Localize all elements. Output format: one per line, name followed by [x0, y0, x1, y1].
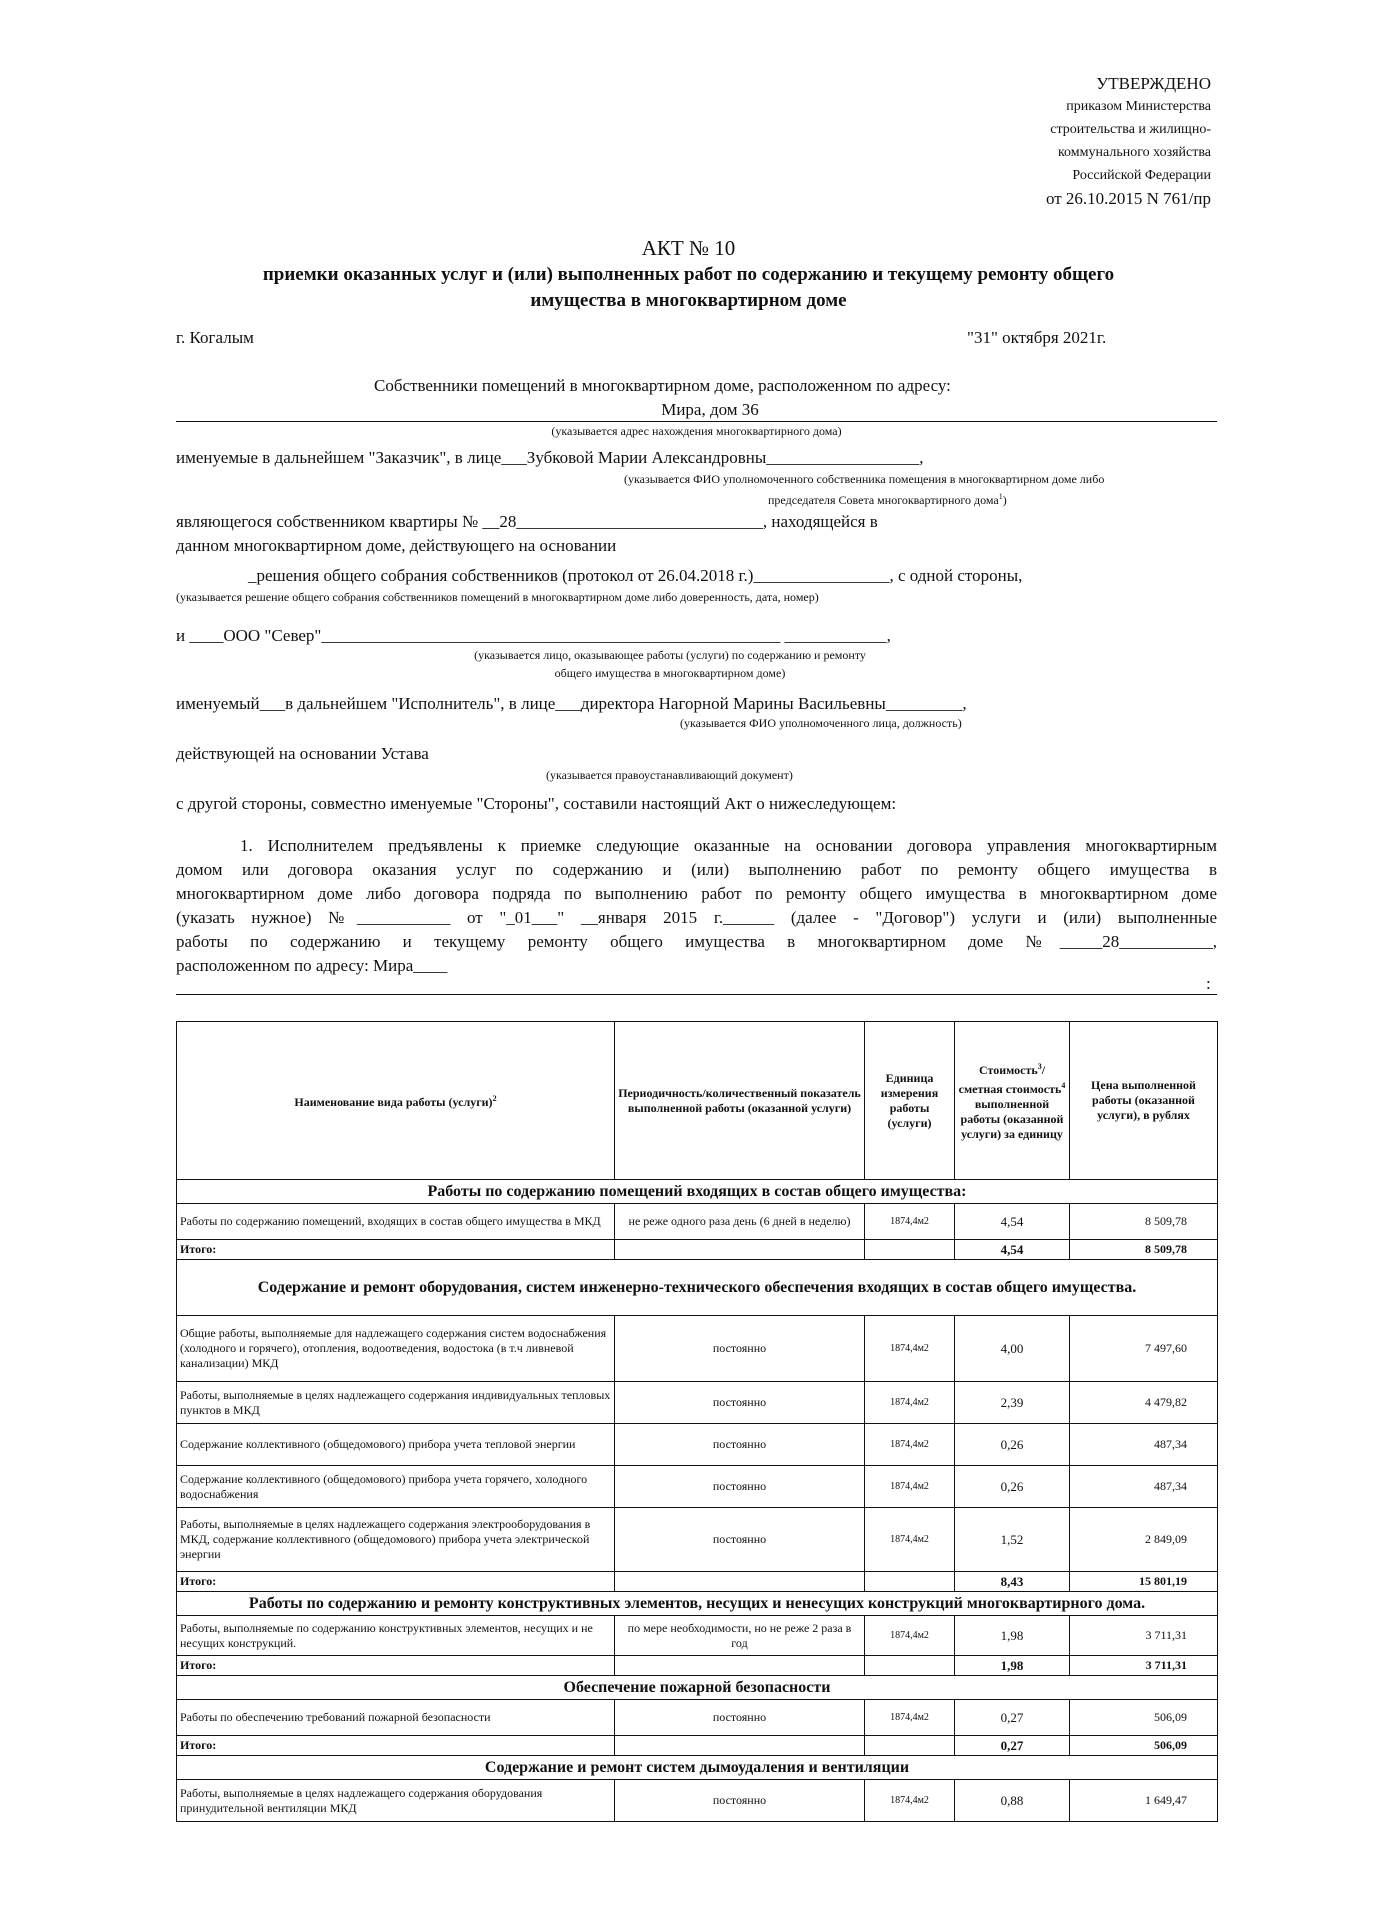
table-row [177, 1382, 1218, 1424]
header-cost-text: /сметная стоимость [958, 1063, 1062, 1096]
work-price: 3 711,31 [1070, 1616, 1218, 1656]
work-cost: 4,00 [955, 1316, 1070, 1382]
executor-basis: действующей на основании Устава [176, 744, 429, 763]
work-period: постоянно [615, 1466, 865, 1508]
section-row [177, 1676, 1218, 1700]
work-unit: 1874,4м2 [865, 1382, 955, 1424]
work-price: 487,34 [1070, 1424, 1218, 1466]
work-price: 506,09 [1070, 1700, 1218, 1736]
total-label: Итого: [177, 1572, 615, 1592]
header-price: Цена выполненной работы (оказанной услуги), в рублях [1070, 1022, 1218, 1180]
paragraph-line: расположенном по адресу: Мира____ [176, 956, 448, 975]
act-date: "31" октября 2021г. [967, 328, 1107, 347]
work-period: по мере необходимости, но не реже 2 раза в год [615, 1616, 865, 1656]
header-unit: Единица измерения работы (услуги) [865, 1022, 955, 1180]
executor-line: именуемый___в дальнейшем "Исполнитель", в лице___директора Нагорной Марины Васильевны_________, [176, 694, 967, 713]
table-row [177, 1780, 1218, 1822]
work-cost: 2,39 [955, 1382, 1070, 1424]
total-label: Итого: [177, 1736, 615, 1756]
section-title: Работы по содержанию и ремонту конструктивных элементов, несущих и ненесущих конструкций многоквартирного дома. [177, 1592, 1218, 1616]
work-unit: 1874,4м2 [865, 1508, 955, 1572]
act-subtitle-line: приемки оказанных услуг и (или) выполненных работ по содержанию и текущему ремонту общего [262, 264, 1115, 285]
total-row [177, 1656, 1218, 1676]
section-row [177, 1260, 1218, 1316]
paragraph-line: работы по содержанию и текущему ремонту общего имущества в многоквартирном доме №_____28___________, [176, 932, 1217, 951]
address-continuation-line [176, 994, 1217, 995]
work-unit: 1874,4м2 [865, 1616, 955, 1656]
work-name: Содержание коллективного (общедомового) прибора учета горячего, холодного водоснабжения [177, 1466, 615, 1508]
approval-line: коммунального хозяйства [1057, 145, 1211, 160]
empty-cell [615, 1240, 865, 1260]
colon: : [1206, 974, 1211, 993]
contractor-line: и ____ООО "Север"______________________________________________________ ____________, [176, 626, 891, 645]
work-name: Работы по содержанию помещений, входящих в состав общего имущества в МКД [177, 1204, 615, 1240]
work-price: 4 479,82 [1070, 1382, 1218, 1424]
work-name: Работы, выполняемые в целях надлежащего содержания оборудования принудительной вентиляции МКД [177, 1780, 615, 1822]
total-cost: 1,98 [955, 1656, 1070, 1676]
work-period: не реже одного раза день (6 дней в неделю) [615, 1204, 865, 1240]
work-name: Работы, выполняемые в целях надлежащего содержания электрооборудования в МКД, содержание коллективного (общедомового) прибора учета электрической энергии [177, 1508, 615, 1572]
basis-line: данном многоквартирном доме, действующего на основании [176, 536, 617, 555]
table-row [177, 1616, 1218, 1656]
approval-block [1046, 72, 1211, 210]
empty-cell [615, 1572, 865, 1592]
act-subtitle [200, 262, 1177, 314]
work-cost: 0,26 [955, 1424, 1070, 1466]
address-hint: (указывается адрес нахождения многоквартирного дома) [551, 424, 842, 438]
section-title: Содержание и ремонт систем дымоудаления и вентиляции [177, 1756, 1218, 1780]
apartment-line: являющегося собственником квартиры № __28_____________________________, находящейся в [176, 512, 878, 531]
decision-hint: (указывается решение общего собрания собственников помещений в многоквартирном доме либо доверенность, дата, номер) [176, 590, 819, 604]
work-period: постоянно [615, 1316, 865, 1382]
table-row [177, 1508, 1218, 1572]
total-row [177, 1736, 1218, 1756]
work-unit: 1874,4м2 [865, 1316, 955, 1382]
footnote-mark: 4 [1061, 1081, 1066, 1090]
approval-line: приказом Министерства [1066, 99, 1211, 114]
customer-hint-end: ) [1002, 493, 1007, 507]
work-price: 7 497,60 [1070, 1316, 1218, 1382]
approval-line: строительства и жилищно- [1050, 122, 1211, 137]
work-cost: 4,54 [955, 1204, 1070, 1240]
contractor-hint: (указывается лицо, оказывающее работы (услуги) по содержанию и ремонту [474, 648, 866, 662]
work-unit: 1874,4м2 [865, 1780, 955, 1822]
footnote-mark: 2 [492, 1094, 497, 1103]
approval-line: Российской Федерации [1072, 168, 1211, 183]
table-header-row [177, 1022, 1218, 1180]
work-period: постоянно [615, 1382, 865, 1424]
work-cost: 1,52 [955, 1508, 1070, 1572]
work-period: постоянно [615, 1424, 865, 1466]
total-label: Итого: [177, 1240, 615, 1260]
work-price: 2 849,09 [1070, 1508, 1218, 1572]
work-name: Общие работы, выполняемые для надлежащего содержания систем водоснабжения (холодного и горячего), отопления, водоотведения, водостока (в т.ч ливневой канализации) МКД [177, 1316, 615, 1382]
section-row [177, 1756, 1218, 1780]
owners-intro: Собственники помещений в многоквартирном доме, расположенном по адресу: [374, 376, 951, 395]
work-cost: 0,27 [955, 1700, 1070, 1736]
empty-cell [615, 1656, 865, 1676]
customer-line: именуемые в дальнейшем "Заказчик", в лице___Зубковой Марии Александровны__________________, [176, 448, 924, 467]
work-period: постоянно [615, 1700, 865, 1736]
work-period: постоянно [615, 1508, 865, 1572]
section-row [177, 1180, 1218, 1204]
total-cost: 0,27 [955, 1736, 1070, 1756]
total-price: 3 711,31 [1070, 1656, 1218, 1676]
empty-cell [615, 1736, 865, 1756]
work-price: 487,34 [1070, 1466, 1218, 1508]
decision-line: _решения общего собрания собственников (протокол от 26.04.2018 г.)________________, с одной стороны, [248, 566, 1023, 585]
total-price: 15 801,19 [1070, 1572, 1218, 1592]
act-title: АКТ № 10 [641, 236, 736, 260]
total-row [177, 1572, 1218, 1592]
approval-title: УТВЕРЖДЕНО [1096, 74, 1211, 93]
section-title: Содержание и ремонт оборудования, систем инженерно-технического обеспечения входящих в состав общего имущества. [177, 1260, 1218, 1316]
header-cost [955, 1022, 1070, 1180]
work-name: Работы, выполняемые по содержанию конструктивных элементов, несущих и не несущих конструкций. [177, 1616, 615, 1656]
work-price: 1 649,47 [1070, 1780, 1218, 1822]
empty-cell [865, 1240, 955, 1260]
total-row [177, 1240, 1218, 1260]
total-price: 8 509,78 [1070, 1240, 1218, 1260]
total-label: Итого: [177, 1656, 615, 1676]
contractor-hint: общего имущества в многоквартирном доме) [554, 666, 786, 680]
customer-hint [768, 492, 1007, 508]
work-cost: 1,98 [955, 1616, 1070, 1656]
total-price: 506,09 [1070, 1736, 1218, 1756]
header-name-text: Наименование вида работы (услуги) [294, 1095, 493, 1109]
executor-hint: (указывается ФИО уполномоченного лица, должность) [680, 716, 962, 730]
paragraph-1 [176, 834, 1217, 978]
basis-hint: (указывается правоустанавливающий документ) [546, 768, 793, 782]
paragraph-line: (указать нужное) №___________ от "_01___" __января 2015 г.______ (далее - "Договор") услуги и (или) выполненные [176, 908, 1217, 927]
work-price: 8 509,78 [1070, 1204, 1218, 1240]
address-value: Мира, дом 36 [661, 400, 759, 419]
empty-cell [865, 1572, 955, 1592]
paragraph-line: 1. Исполнителем предъявлены к приемке следующие оказанные на основании договора управления многоквартирным [240, 836, 1217, 855]
work-cost: 0,88 [955, 1780, 1070, 1822]
table-row [177, 1316, 1218, 1382]
footnote-mark: 3 [1037, 1062, 1042, 1071]
work-name: Содержание коллективного (общедомового) прибора учета тепловой энергии [177, 1424, 615, 1466]
work-unit: 1874,4м2 [865, 1204, 955, 1240]
work-cost: 0,26 [955, 1466, 1070, 1508]
header-period: Периодичность/количественный показатель выполненной работы (оказанной услуги) [615, 1022, 865, 1180]
header-cost-text: выполненной работы (оказанной услуги) за единицу [960, 1097, 1064, 1141]
total-cost: 8,43 [955, 1572, 1070, 1592]
empty-cell [865, 1736, 955, 1756]
section-title: Работы по содержанию помещений входящих в состав общего имущества: [177, 1180, 1218, 1204]
works-table [176, 1021, 1218, 1822]
approval-order: от 26.10.2015 N 761/пр [1045, 189, 1211, 208]
section-title: Обеспечение пожарной безопасности [177, 1676, 1218, 1700]
work-name: Работы, выполняемые в целях надлежащего содержания индивидуальных тепловых пунктов в МКД [177, 1382, 615, 1424]
paragraph-line: домом или договора оказания услуг по содержанию и (или) выполнению работ по ремонту общего имущества в [176, 860, 1217, 879]
city: г. Когалым [176, 328, 254, 347]
work-unit: 1874,4м2 [865, 1466, 955, 1508]
work-unit: 1874,4м2 [865, 1424, 955, 1466]
address-underline [176, 421, 1217, 422]
work-unit: 1874,4м2 [865, 1700, 955, 1736]
footnote-mark: 1 [998, 492, 1003, 501]
table-row [177, 1424, 1218, 1466]
parties-line: с другой стороны, совместно именуемые "Стороны", составили настоящий Акт о нижеследующем: [176, 794, 897, 813]
header-cost-text: Стоимость [978, 1063, 1038, 1077]
customer-hint: (указывается ФИО уполномоченного собственника помещения в многоквартирном доме либо [624, 472, 1105, 486]
customer-hint-text: председателя Совета многоквартирного дома [768, 493, 999, 507]
table-row [177, 1204, 1218, 1240]
act-subtitle-line: имущества в многоквартирном доме [530, 290, 847, 311]
header-name [177, 1022, 615, 1180]
table-row [177, 1466, 1218, 1508]
total-cost: 4,54 [955, 1240, 1070, 1260]
work-name: Работы по обеспечению требований пожарной безопасности [177, 1700, 615, 1736]
empty-cell [865, 1656, 955, 1676]
section-row [177, 1592, 1218, 1616]
work-period: постоянно [615, 1780, 865, 1822]
table-row [177, 1700, 1218, 1736]
paragraph-line: многоквартирном доме либо договора подряда по выполнению работ по ремонту общего имущества в многоквартирном доме [176, 884, 1217, 903]
